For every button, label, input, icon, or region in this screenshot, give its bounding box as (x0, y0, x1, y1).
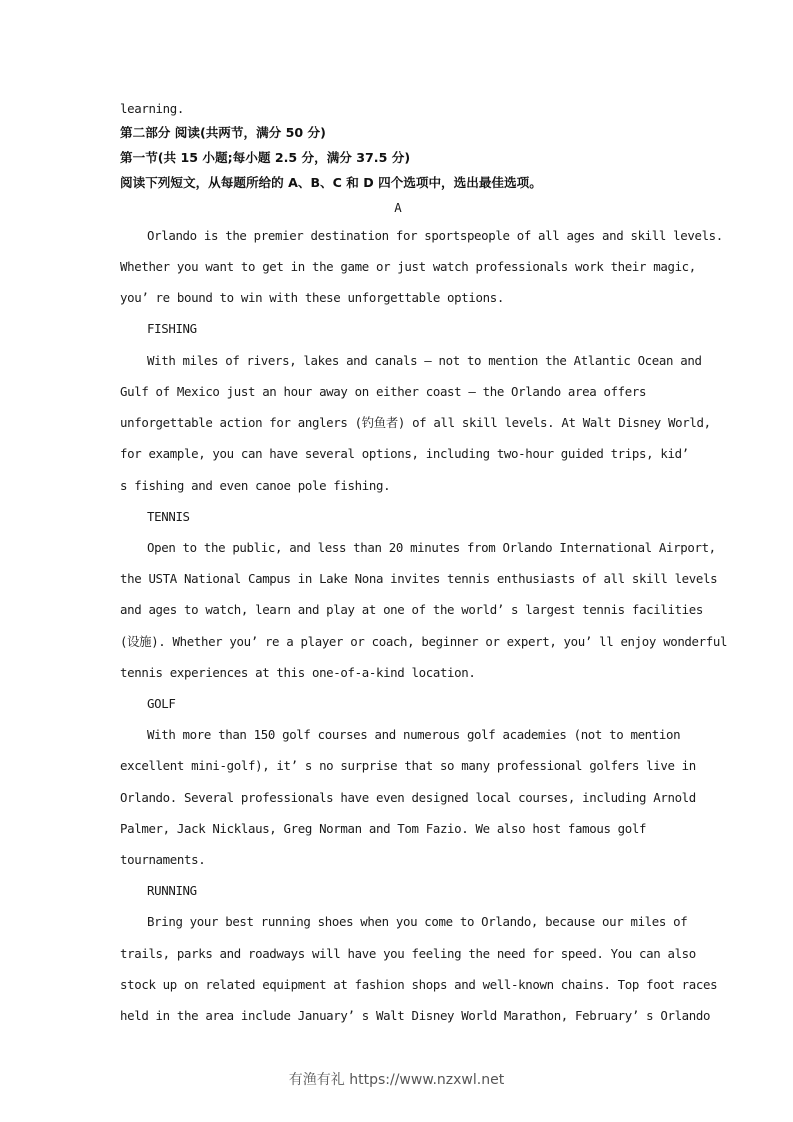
fishing-line-4: for example, you can have several options, including two-hour guided trips, kid’ (120, 446, 689, 461)
section-heading-golf: GOLF (147, 696, 176, 711)
golf-line-3: Orlando. Several professionals have even designed local courses, including Arnold (120, 790, 696, 805)
tennis-line-3: and ages to watch, learn and play at one of the world’ s largest tennis facilities (120, 602, 704, 617)
running-line-2: trails, parks and roadways will have you feeling the need for speed. You can also (120, 946, 696, 961)
fishing-line-2: Gulf of Mexico just an hour away on either coast — the Orlando area offers (120, 384, 647, 399)
carryover-text: learning. (120, 101, 184, 116)
passage-label: A (394, 200, 402, 215)
tennis-line-4: (设施). Whether you’ re a player or coach, beginner or expert, you’ ll enjoy wonderful (120, 634, 728, 649)
running-line-1: Bring your best running shoes when you come to Orlando, because our miles of (147, 914, 688, 929)
tennis-line-1: Open to the public, and less than 20 minutes from Orlando International Airport, (147, 540, 716, 555)
running-line-4: held in the area include January’ s Walt Disney World Marathon, February’ s Orlando (120, 1008, 711, 1023)
golf-line-2: excellent mini-golf), it’ s no surprise that so many professional golfers live in (120, 758, 696, 773)
tennis-line-5: tennis experiences at this one-of-a-kind location. (120, 665, 476, 680)
section-heading-fishing: FISHING (147, 321, 197, 336)
fishing-line-3: unforgettable action for anglers (钓鱼者) of all skill levels. At Walt Disney World, (120, 415, 711, 430)
intro-line-3: you’ re bound to win with these unforgettable options. (120, 290, 504, 305)
golf-line-4: Palmer, Jack Nicklaus, Greg Norman and Tom Fazio. We also host famous golf (120, 821, 647, 836)
running-line-3: stock up on related equipment at fashion shops and well-known chains. Top foot races (120, 977, 718, 992)
intro-line-2: Whether you want to get in the game or just watch professionals work their magic, (120, 259, 696, 274)
tennis-line-2: the USTA National Campus in Lake Nona invites tennis enthusiasts of all skill levels (120, 571, 718, 586)
subsection-header: 第一节(共 15 小题;每小题 2.5 分，满分 37.5 分) (120, 150, 411, 165)
footer-watermark: 有渔有礼 https://www.nzxwl.net (288, 1072, 505, 1088)
fishing-line-5: s fishing and even canoe pole fishing. (120, 478, 391, 493)
section-heading-tennis: TENNIS (147, 509, 190, 524)
instructions: 阅读下列短文，从每题所给的 A、B、C 和 D 四个选项中，选出最佳选项。 (120, 175, 542, 190)
section-header: 第二部分 阅读(共两节，满分 50 分) (120, 125, 326, 140)
fishing-line-1: With miles of rivers, lakes and canals — not to mention the Atlantic Ocean and (147, 353, 702, 368)
intro-line-1: Orlando is the premier destination for sportspeople of all ages and skill levels. (147, 228, 723, 243)
golf-line-5: tournaments. (120, 852, 206, 867)
section-heading-running: RUNNING (147, 883, 197, 898)
golf-line-1: With more than 150 golf courses and numerous golf academies (not to mention (147, 727, 681, 742)
